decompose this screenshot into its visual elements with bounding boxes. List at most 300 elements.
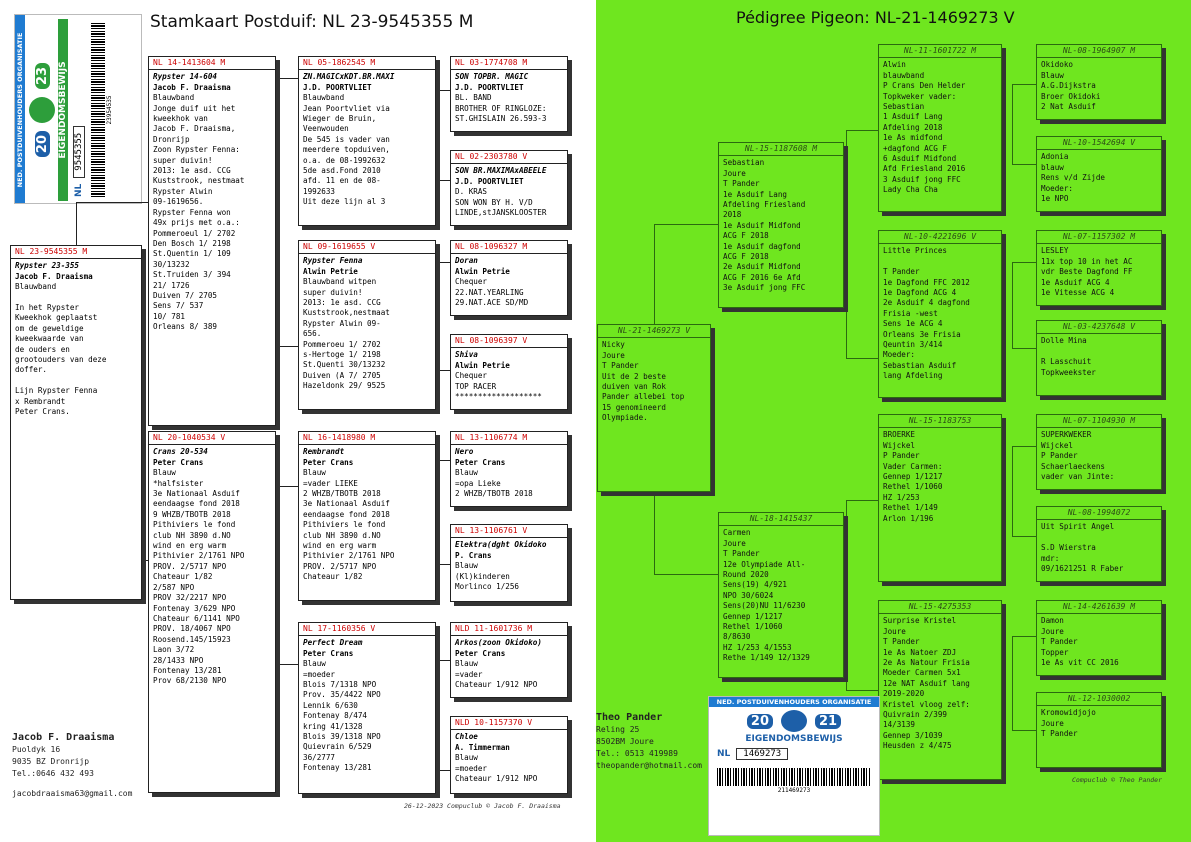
note-line: 5de asd.Fond 2010 [303, 166, 381, 176]
pigeon-name: Elektra(dght Okidoko [455, 540, 547, 550]
note-line: NPO 30/6024 [723, 590, 774, 600]
note-line: Topkweker vader: [883, 91, 957, 101]
ring-number: NL-15-1187608 M [719, 143, 843, 156]
connector [438, 460, 450, 461]
mfm-card [450, 524, 568, 602]
note-line: Blauwband [15, 282, 57, 292]
note-line: P Pander [883, 451, 920, 461]
pigeon-name: Arkos(zoon Okidoko) [455, 638, 542, 648]
note-line: doffer. [15, 365, 48, 375]
note-line: 3e Nationaal Asduif [303, 499, 390, 509]
pigeon-name: Doran [455, 256, 478, 266]
connector [654, 490, 655, 574]
note-line: Jonge duif uit het [153, 103, 236, 113]
note-line: 2 Nat Asduif [1041, 102, 1096, 112]
note-line: wind en erg warm [303, 541, 377, 551]
pigeon-name: Okidoko [1041, 60, 1074, 70]
pedigree-notes [719, 526, 843, 665]
note-line: Blauw [303, 659, 326, 669]
note-line: 21/ 1726 [153, 280, 190, 290]
note-line: Chequer [455, 277, 488, 287]
note-line: BROTHER OF RINGLOZE: [455, 103, 547, 113]
note-line: lang Afdeling [883, 371, 943, 381]
ring-number: NL-15-4275353 [879, 601, 1001, 614]
connector [278, 78, 298, 79]
note-line: 09-1619656. [153, 197, 204, 207]
note-line: Pander allebei top [602, 392, 685, 402]
note-line: 6 Asduif Midfond [883, 154, 957, 164]
pedigree-notes [1037, 244, 1161, 300]
note-line [15, 293, 137, 303]
note-line: eendaagse fond 2018 [153, 499, 240, 509]
note-line: T Pander [602, 361, 639, 371]
father-mother-card [878, 230, 1002, 398]
ring-barcode [91, 23, 105, 197]
ring-number: NL 17-1160356 V [299, 623, 435, 636]
fmf-card [450, 240, 568, 316]
connector [438, 660, 450, 661]
note-line: 1e NPO [1041, 194, 1069, 204]
ring-number: NL 05-1862545 M [299, 57, 435, 70]
note-line [1041, 533, 1157, 543]
note-line: Joure [1041, 718, 1064, 728]
connector [1012, 636, 1013, 730]
ring-org-label: NED. POSTDUIVENHOUDERS ORGANISATIE [15, 15, 25, 204]
pedigree-notes [879, 244, 1001, 383]
note-line: 15 genomineerd [602, 402, 667, 412]
note-line: Joure [723, 538, 746, 548]
mother-father-card [878, 414, 1002, 582]
pedigree-notes [451, 538, 567, 594]
connector [438, 90, 439, 180]
note-line: Sens 1e ACG 4 [883, 319, 943, 329]
owner-address: Reling 25 [596, 725, 640, 734]
note-line: Peter Crans. [15, 407, 70, 417]
ring-number: NL-03-4237648 V [1037, 321, 1161, 334]
note-line: Blauw [455, 659, 478, 669]
pedigree-notes [1037, 334, 1161, 380]
pedigree-notes [451, 70, 567, 126]
note-line: 9 WHZB/TBOTB 2018 [153, 509, 231, 519]
note-line: Duiven 7/ 2705 [153, 290, 218, 300]
note-line: 1992633 [303, 186, 336, 196]
note-line: Chateaur 1/912 NPO [455, 774, 538, 784]
note-line: 2e Asduif 4 dagfond [883, 298, 970, 308]
note-line: 1e Dagfond ACG 4 [883, 288, 957, 298]
note-line: 28/1433 NPO [153, 655, 204, 665]
note-line: 49x prijs met o.a.: [153, 218, 240, 228]
pigeon-name: BROERKE [883, 430, 916, 440]
connector [846, 358, 878, 359]
pedigree-notes [1037, 58, 1161, 114]
note-line: 1e As Natoer ZDJ [883, 647, 957, 657]
note-line: 2 WHZB/TBOTB 2018 [455, 489, 533, 499]
ring-number: NL 20-1040534 V [149, 432, 275, 445]
pigeon-name: Surprise Kristel [883, 616, 957, 626]
pigeon-name: Nicky [602, 340, 625, 350]
note-line: Kuststrook, nestmaat [153, 176, 245, 186]
ring-number: NL-10-4221696 V [879, 231, 1001, 244]
note-line: Olympiade. [602, 413, 648, 423]
mff-card [1036, 414, 1162, 490]
note-line: Blauwband witpen [303, 277, 377, 287]
connector [1012, 348, 1036, 349]
ring-number: NL-12-1030002 [1037, 693, 1161, 706]
note-line: Pithiviers le fond [303, 520, 386, 530]
right-page-title: Pédigree Pigeon: NL-21-1469273 V [736, 8, 1015, 27]
left-page-title: Stamkaart Postduif: NL 23-9545355 M [150, 12, 474, 32]
pigeon-name: Uit Spirit Angel [1041, 522, 1115, 532]
ring-org-label: NED. POSTDUIVENHOUDERS ORGANISATIE [709, 697, 879, 707]
mother-mother-card [298, 622, 436, 794]
connector [654, 224, 655, 326]
ring-number: NL 13-1106761 V [451, 525, 567, 538]
note-line: St.Quentin 1/ 109 [153, 249, 231, 259]
note-line: duiven van Rok [602, 382, 667, 392]
pedigree-notes [451, 730, 567, 786]
note-line: kweekhok van [153, 114, 208, 124]
connector [1012, 446, 1013, 536]
connector [1012, 636, 1036, 637]
connector [1012, 84, 1013, 164]
note-line: Orleans 3e Frisia [883, 329, 961, 339]
note-line: 29.NAT.ACE SD/MD [455, 298, 529, 308]
pedigree-notes [719, 156, 843, 295]
note-line: Quievrain 6/529 [303, 742, 372, 752]
note-line: Blois 39/1318 NPO [303, 732, 381, 742]
note-line: s-Hertoge 1/ 2198 [303, 350, 381, 360]
note-line: Joure [1041, 626, 1064, 636]
note-line: Vader Carmen: [883, 461, 943, 471]
note-line: Lennik 6/630 [303, 700, 358, 710]
note-line: Wijckel [883, 440, 916, 450]
note-line: =moeder [303, 669, 336, 679]
note-line: Rethe 1/149 12/1329 [723, 653, 810, 663]
note-line: Topper [1041, 647, 1069, 657]
connector [438, 564, 450, 565]
note-line: Pithivier 2/1761 NPO [153, 551, 245, 561]
note-line [15, 376, 137, 386]
note-line: 1 Asduif Lang [883, 112, 943, 122]
pedigree-notes [879, 428, 1001, 526]
note-line: Rypster Alwin [153, 186, 213, 196]
note-line: T Pander [1041, 729, 1078, 739]
note-line: 1e Dagfond FFC 2012 [883, 277, 970, 287]
breeder: Alwin Petrie [455, 360, 510, 370]
note-line: Blauw [455, 468, 478, 478]
note-line: 12e Olympiade All- [723, 559, 806, 569]
connector [1012, 262, 1036, 263]
note-line: Joure [602, 350, 625, 360]
note-line: afd. 11 en de 08- [303, 176, 381, 186]
note-line: Lady Cha Cha [883, 185, 938, 195]
ring-number: 1469273 [736, 748, 788, 760]
pigeon-name: Chloe [455, 732, 478, 742]
note-line: 2e As Natour Frisia [883, 658, 970, 668]
connector [278, 486, 279, 664]
note-line: Roosend.145/15923 [153, 634, 231, 644]
note-line: Topkweekster [1041, 367, 1096, 377]
breeder: Peter Crans [303, 457, 354, 467]
ring-number: NL 14-1413604 M [149, 57, 275, 70]
ring-number: NL 08-1096327 M [451, 241, 567, 254]
note-line: club NH 3890 d.NO [153, 530, 231, 540]
pedigree-notes [299, 445, 435, 584]
note-line: HZ 1/253 [883, 492, 920, 502]
note-line: Sens 7/ 537 [153, 301, 204, 311]
pigeon-name: Perfect Dream [303, 638, 363, 648]
pigeon-name: Rypster 23-355 [15, 261, 80, 271]
note-line: Dronrijp [153, 134, 190, 144]
note-line: Chateaur 6/1141 NPO [153, 613, 240, 623]
note-line: kweekwaarde van [15, 334, 84, 344]
note-line: 2018 [723, 210, 742, 220]
pedigree-notes [598, 338, 710, 425]
note-line: =opa Lieke [455, 478, 501, 488]
note-line: Round 2020 [723, 570, 769, 580]
note-line: Rypster Fenna won [153, 207, 231, 217]
note-line: Afd Friesland 2016 [883, 164, 966, 174]
note-line: T Pander [723, 549, 760, 559]
ring-logo-icon [781, 710, 807, 732]
ring-number: NLD 11-1601736 M [451, 623, 567, 636]
pigeon-name: Rembrandt [303, 447, 345, 457]
owner-phone: Tel.:0646 432 493 [12, 769, 94, 778]
breeder: A. Timmerman [455, 742, 510, 752]
breeder: Jacob F. Draaisma [153, 82, 231, 92]
note-line: P Pander [1041, 451, 1078, 461]
note-line: 22.NAT.YEARLING [455, 287, 524, 297]
note-line: blauwband [883, 70, 925, 80]
fff-card [1036, 44, 1162, 120]
note-line: ACG F 2018 [723, 252, 769, 262]
note-line: Jean Poortvliet via [303, 103, 390, 113]
breeder: J.D. POORTVLIET [455, 82, 524, 92]
note-line: Duiven (A 7/ 2705 [303, 370, 381, 380]
note-line: 1e Asduif ACG 4 [1041, 277, 1110, 287]
note-line: ACG F 2016 6e Afd [723, 272, 801, 282]
note-line: Rens v/d Zijde [1041, 173, 1106, 183]
pigeon-name: Rypster 14-604 [153, 72, 218, 82]
pigeon-name: SON BR.MAXIMAxABEELE [455, 166, 547, 176]
note-line: Uit deze lijn al 3 [303, 197, 386, 207]
note-line: 1e Asduif dagfond [723, 241, 801, 251]
note-line: Blauw [1041, 70, 1064, 80]
owner-city: 8502BM Joure [596, 737, 654, 746]
note-line: Qeuntin 3/414 [883, 340, 943, 350]
connector [1012, 262, 1013, 348]
note-line: T Pander [883, 267, 920, 277]
note-line: Kweekhok geplaatst [15, 313, 98, 323]
note-line: Sens(20)NU 11/6230 [723, 601, 806, 611]
pigeon-name: Shiva [455, 350, 478, 360]
connector [846, 500, 878, 501]
pedigree-notes [299, 254, 435, 393]
note-line: R Lasschuit [1041, 357, 1092, 367]
father-card [718, 142, 844, 308]
ring-number: NL-08-1964907 M [1037, 45, 1161, 58]
note-line: Fontenay 8/474 [303, 711, 368, 721]
note-line: Broer Okidoki [1041, 91, 1101, 101]
note-line: 14/3139 [883, 720, 916, 730]
ring-number: NL-15-1183753 [879, 415, 1001, 428]
note-line: Fontenay 13/281 [153, 665, 222, 675]
pigeon-name: ZN.MAGICxKDT.BR.MAXI [303, 72, 395, 82]
note-line: 2019-2020 [883, 689, 925, 699]
breeder: Peter Crans [153, 457, 204, 467]
note-line: 11x top 10 in het AC [1041, 256, 1133, 266]
note-line: Chateaur 1/82 [303, 572, 363, 582]
father-father-card [298, 56, 436, 226]
pigeon-name: Nero [455, 447, 474, 457]
note-line: Lijn Rypster Fenna [15, 386, 98, 396]
connector [1012, 84, 1036, 85]
pedigree-notes [1037, 428, 1161, 484]
note-line [883, 257, 997, 267]
connector [1012, 446, 1036, 447]
note-line: 1e As vit CC 2016 [1041, 658, 1119, 668]
note-line: kring 41/1328 [303, 721, 363, 731]
owner-city: 9035 BZ Dronrijp [12, 757, 90, 766]
owner-email: jacobdraaisma63@gmail.com [12, 789, 133, 798]
ring-number: NL 03-1774708 M [451, 57, 567, 70]
note-line: 12e NAT Asduif lang [883, 678, 970, 688]
breeder: Peter Crans [455, 648, 506, 658]
ring-number: NL 08-1096397 V [451, 335, 567, 348]
connector [846, 690, 878, 691]
pedigree-notes [879, 58, 1001, 197]
pigeon-name: Little Princes [883, 246, 948, 256]
right-ownership-ring-card [708, 696, 880, 836]
note-line: o.a. de 08-1992632 [303, 155, 386, 165]
note-line: Moeder: [883, 350, 916, 360]
pigeon-name: SON TOPBR. MAGIC [455, 72, 529, 82]
note-line: =vader [455, 669, 483, 679]
father-mother-card [298, 240, 436, 410]
note-line: 10/ 781 [153, 311, 186, 321]
note-line: Chateaur 1/82 [153, 572, 213, 582]
left-ownership-ring-card [14, 14, 142, 204]
note-line: Pommeroeul 1/ 2702 [153, 228, 236, 238]
mmf-card [1036, 600, 1162, 676]
connector [438, 370, 450, 371]
connector [438, 180, 450, 181]
fff-card [450, 56, 568, 132]
breeder: J.D. POORTVLIET [455, 176, 524, 186]
note-line: wind en erg warm [153, 541, 227, 551]
note-line: Laon 3/72 [153, 645, 195, 655]
note-line: Zoon Rypster Fenna: [153, 145, 240, 155]
connector [1012, 164, 1036, 165]
note-line: Wijckel [1041, 440, 1074, 450]
pedigree-notes [149, 445, 275, 688]
pedigree-notes [1037, 520, 1161, 576]
note-line: Schaerlaeckens [1041, 461, 1106, 471]
owner-name: Jacob F. Draaisma [12, 732, 115, 743]
note-line: Rethel 1/149 [883, 503, 938, 513]
note-line: Prov 68/2130 NPO [153, 676, 227, 686]
note-line: (Kl)kinderen [455, 571, 510, 581]
note-line: Rethel 1/1060 [883, 482, 943, 492]
mmf-card [450, 622, 568, 698]
connector [438, 660, 439, 770]
note-line: Afdeling Friesland [723, 200, 806, 210]
owner-address: Puoldyk 16 [12, 745, 61, 754]
note-line: TOP RACER [455, 381, 497, 391]
note-line: 09/1621251 R Faber [1041, 564, 1124, 574]
note-line: St.Quenti 30/13232 [303, 360, 386, 370]
ffm-card [1036, 136, 1162, 212]
note-line: Blauw [153, 468, 176, 478]
connector [278, 78, 279, 346]
note-line: 2013: 1e asd. CCG [303, 298, 381, 308]
note-line: Blauwband [153, 93, 195, 103]
pigeon-name: Alwin [883, 60, 906, 70]
note-line: 2013: 1e asd. CCG [153, 166, 231, 176]
note-line: Blauwband [303, 93, 345, 103]
connector [846, 500, 847, 690]
note-line: om de geweldige [15, 323, 84, 333]
note-line: Gennep 1/1217 [723, 611, 783, 621]
note-line: blauw [1041, 162, 1064, 172]
pedigree-notes [451, 254, 567, 310]
note-line: 1e As midfond [883, 133, 943, 143]
breeder: Alwin Petrie [455, 266, 510, 276]
note-line: Moeder: [1041, 183, 1074, 193]
note-line: x Rembrandt [15, 396, 66, 406]
note-line: Veenwouden [303, 124, 349, 134]
connector [438, 262, 450, 263]
note-line: 2 WHZB/TBOTB 2018 [303, 489, 381, 499]
mmm-card [1036, 692, 1162, 768]
pedigree-notes [879, 614, 1001, 753]
note-line: eendaagse fond 2018 [303, 509, 390, 519]
note-line: ACG F 2018 [723, 231, 769, 241]
fmm-card [450, 334, 568, 410]
note-line: Fontenay 3/629 NPO [153, 603, 236, 613]
note-line: Joure [723, 168, 746, 178]
note-line: Sebastian [883, 102, 925, 112]
connector [278, 346, 298, 347]
note-line: T Pander [723, 179, 760, 189]
owner-contact-block [12, 732, 132, 800]
ring-number: NL-07-1104930 M [1037, 415, 1161, 428]
mother-father-card [298, 431, 436, 601]
ring-country: NL [74, 183, 84, 197]
note-line: Blauw [455, 753, 478, 763]
note-line: PROV. 2/5717 NPO [153, 561, 227, 571]
mff-card [450, 431, 568, 507]
pigeon-name: Crans 20-534 [153, 447, 208, 457]
note-line: ST.GHISLAIN 26.593-3 [455, 114, 547, 124]
mfm-card [1036, 506, 1162, 582]
pedigree-notes [451, 445, 567, 501]
fmf-card [1036, 230, 1162, 306]
note-line: Fontenay 13/281 [303, 763, 372, 773]
note-line: vdr Beste Dagfond FF [1041, 267, 1133, 277]
note-line: super duivin! [153, 155, 213, 165]
ring-year-right: 23 [35, 63, 50, 89]
pedigree-notes [1037, 150, 1161, 206]
note-line: 1e Asduif Midfond [723, 220, 801, 230]
pigeon-name: SUPERKWEKER [1041, 430, 1092, 440]
note-line: Rypster Alwin 09- [303, 318, 381, 328]
note-line: super duivin! [303, 287, 363, 297]
connector [1012, 536, 1036, 537]
note-line: 1e Asduif Lang [723, 189, 788, 199]
ring-barcode-number: 211469273 [777, 787, 811, 794]
note-line: 3e Nationaal Asduif [153, 489, 240, 499]
